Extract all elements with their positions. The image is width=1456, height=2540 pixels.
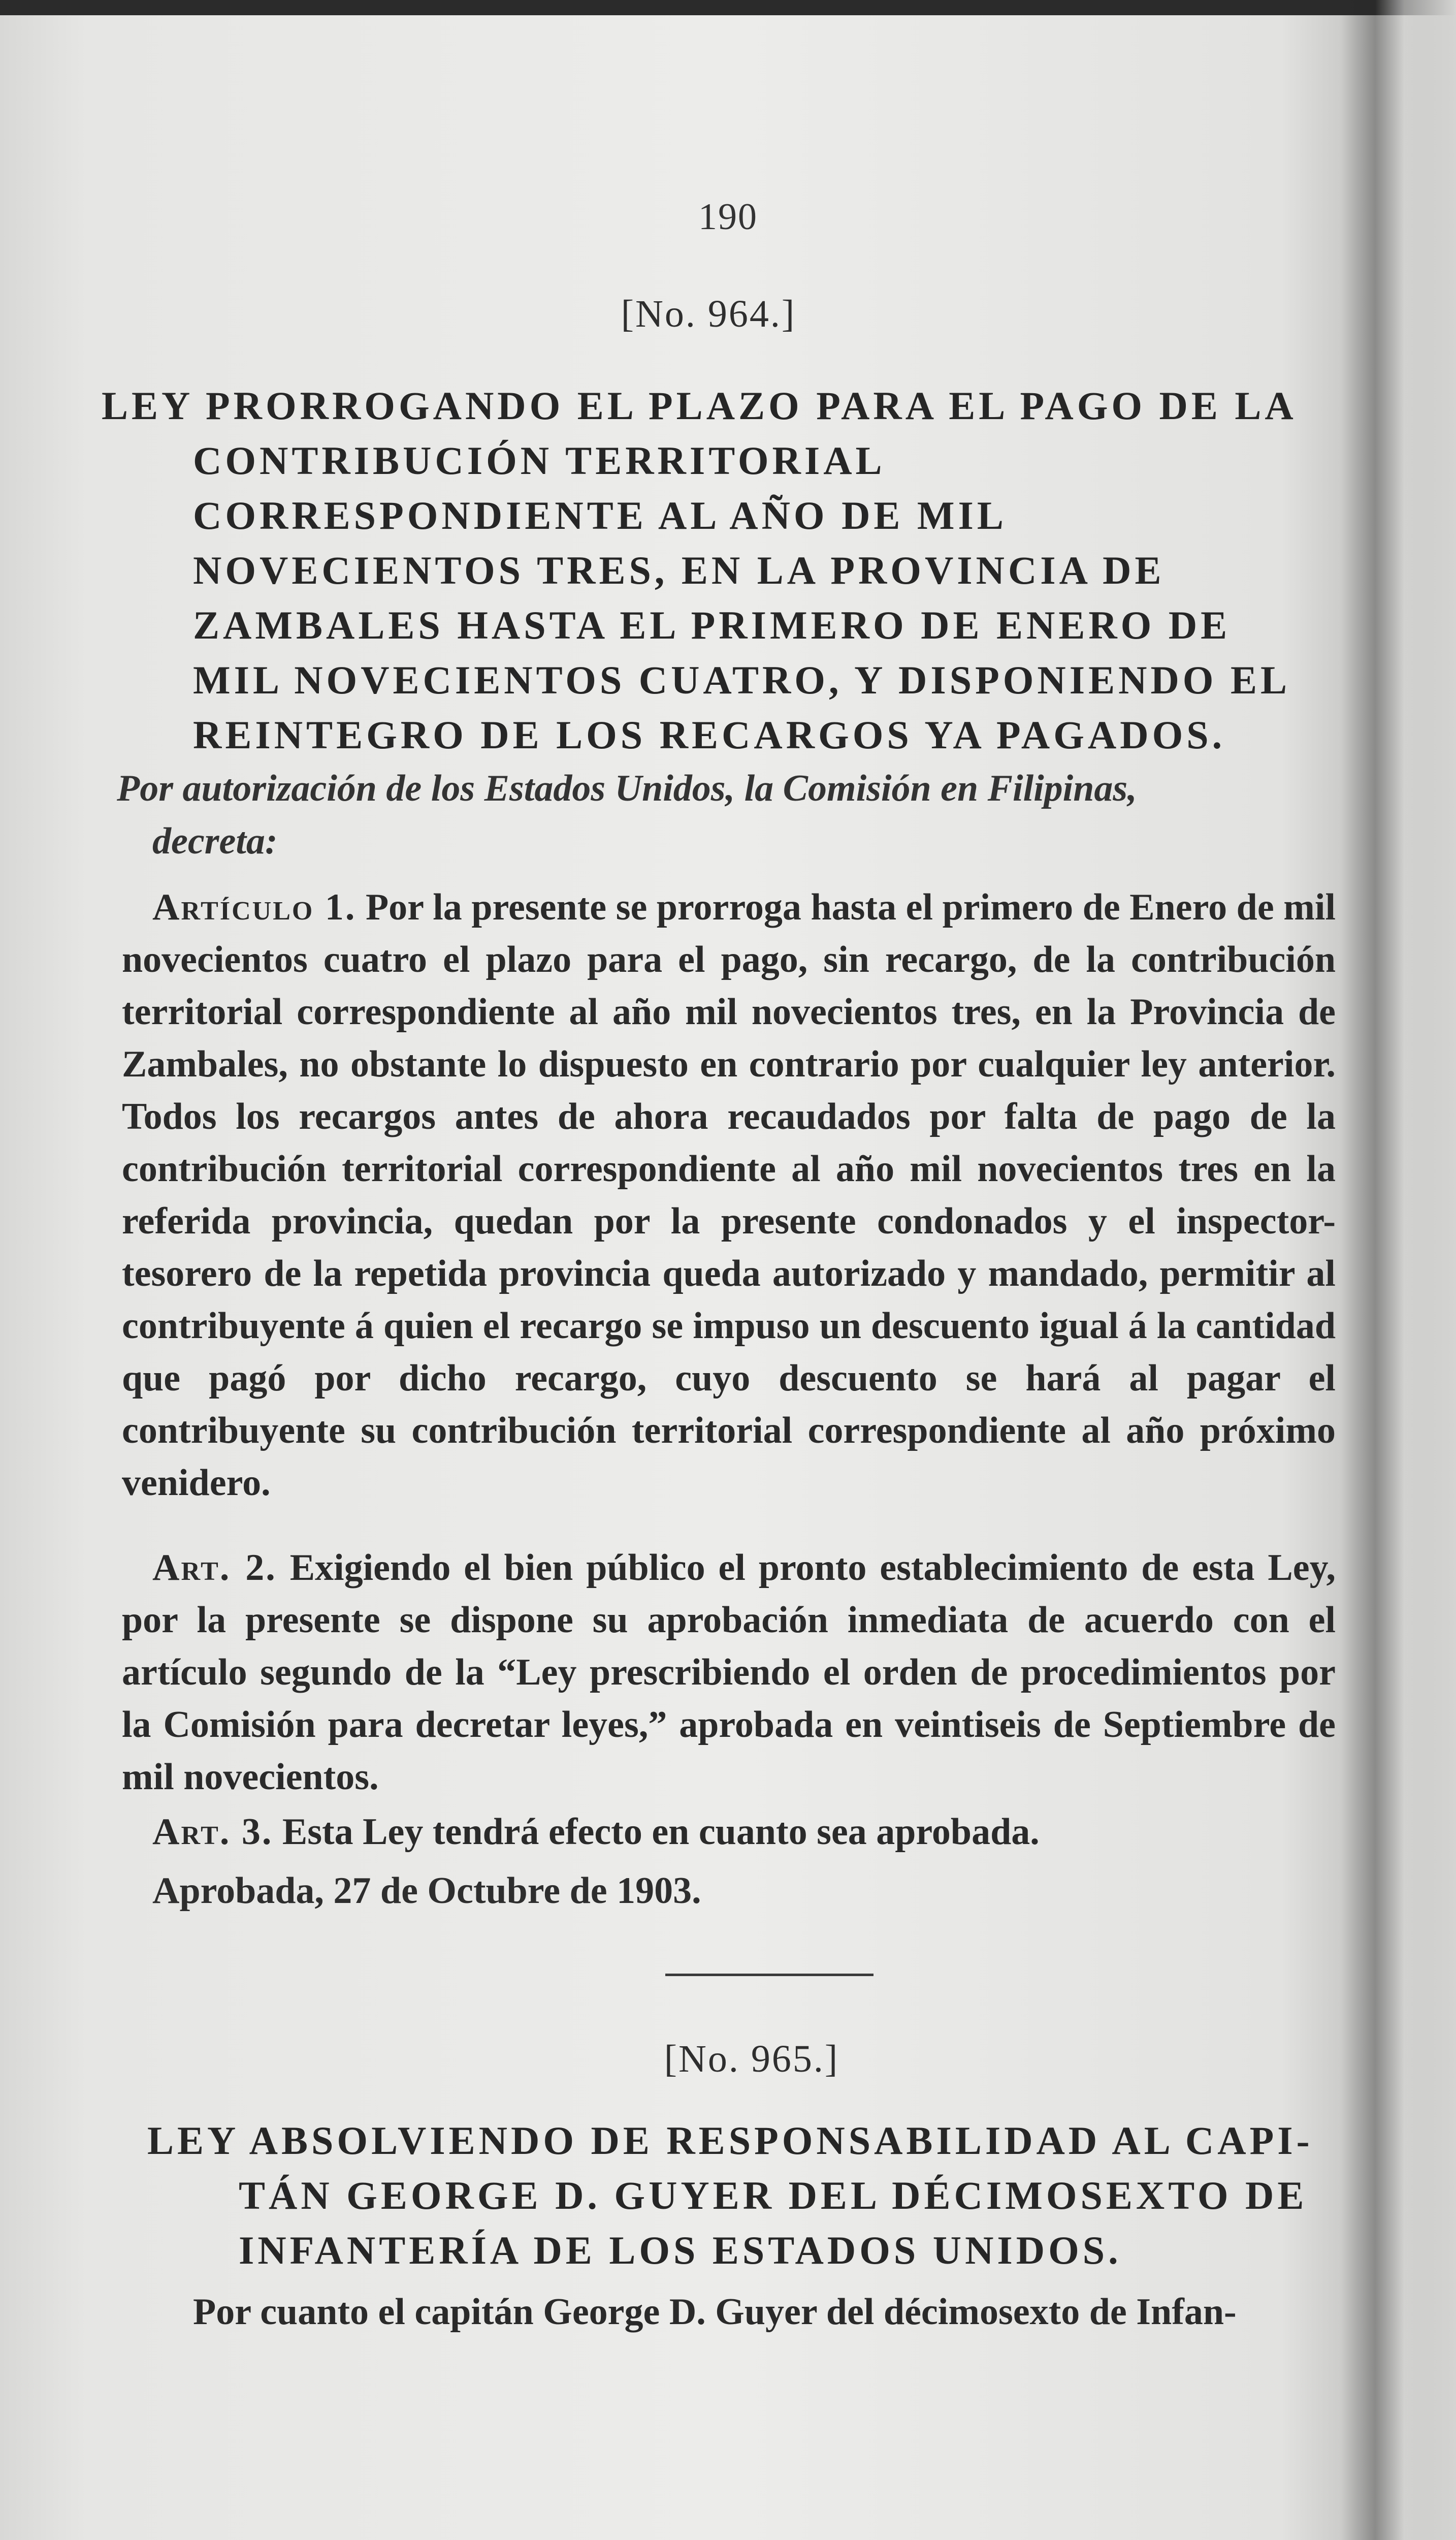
enacting-clause-line1: Por autorización de los Estados Unidos, la Comisión en Filipinas, bbox=[117, 768, 1137, 809]
law-964-enacting-clause bbox=[117, 762, 1331, 868]
article-2-text: Exigiendo el bien público el pronto establecimiento de esta Ley, por la presente se dispone su aprobación inmediata de acuerdo con el artículo segundo de la “Ley prescribiendo el orden de procedimientos por la Comisión para decretar leyes,” aprobada en veintiseis de Septiembre de mil novecientos. bbox=[122, 1547, 1336, 1798]
law-964-title-rest: CONTRIBUCIÓN TERRITORIAL CORRESPONDIENTE AL AÑO DE MIL NOVECIENTOS TRES, EN LA PROVINCIA DE ZAMBALES HASTA EL PRIMERO DE ENERO DE MIL NOVECIENTOS CUATRO, Y DISPONIENDO EL REINTEGRO DE LOS RECARGOS YA PAGADOS. bbox=[193, 438, 1288, 757]
law-964-article-1 bbox=[122, 881, 1336, 1509]
law-964-article-3 bbox=[122, 1806, 1336, 1858]
law-965-title-rest: TÁN GEORGE D. GUYER DEL DÉCIMOSEXTO DE INFANTERÍA DE LOS ESTADOS UNIDOS. bbox=[239, 2173, 1308, 2272]
section-divider-rule bbox=[665, 1974, 873, 1976]
law-965-number: [No. 965.] bbox=[664, 2038, 839, 2080]
article-2-label: Art. 2. bbox=[152, 1547, 277, 1589]
law-965-title bbox=[147, 2113, 1356, 2278]
law-965-title-first-line: LEY ABSOLVIENDO DE RESPONSABILIDAD AL CAPI- bbox=[147, 2118, 1313, 2163]
article-1-label: Artículo 1. bbox=[152, 886, 357, 928]
page-number: 190 bbox=[698, 196, 758, 238]
law-964-number: [No. 964.] bbox=[621, 293, 796, 335]
law-964-article-2 bbox=[122, 1542, 1336, 1803]
law-964-title bbox=[102, 378, 1331, 763]
law-965-opening-line: Por cuanto el capitán George D. Guyer del décimosexto de Infan- bbox=[193, 2291, 1237, 2333]
article-1-text: Por la presente se prorroga hasta el primero de Enero de mil novecientos cuatro el plazo para el pago, sin recargo, de la contribución territorial correspondiente al año mil novecientos tres, en la Provincia de Zambales, no obstante lo dispuesto en contrario por cualquier ley anterior. Todos los recargos antes de ahora recaudados por falta de pago de la contribución territorial correspondiente al año mil novecientos tres en la referida provincia, quedan por la presente condonados y el inspector-tesorero de la repetida provincia queda autorizado y mandado, permitir al contribuyente á quien el recargo se impuso un descuento igual á la cantidad que pagó por dicho recargo, cuyo descuento se hará al pagar el contribuyente su contribución territorial correspondiente al año próximo venidero. bbox=[122, 886, 1336, 1504]
article-3-text: Esta Ley tendrá efecto en cuanto sea aprobada. bbox=[282, 1811, 1040, 1853]
law-964-approval-date: Aprobada, 27 de Octubre de 1903. bbox=[152, 1870, 701, 1912]
enacting-clause-decreta: decreta: bbox=[152, 820, 278, 862]
law-964-title-first-line: LEY PRORROGANDO EL PLAZO PARA EL PAGO DE LA bbox=[102, 384, 1295, 428]
article-3-label: Art. 3. bbox=[152, 1811, 273, 1853]
